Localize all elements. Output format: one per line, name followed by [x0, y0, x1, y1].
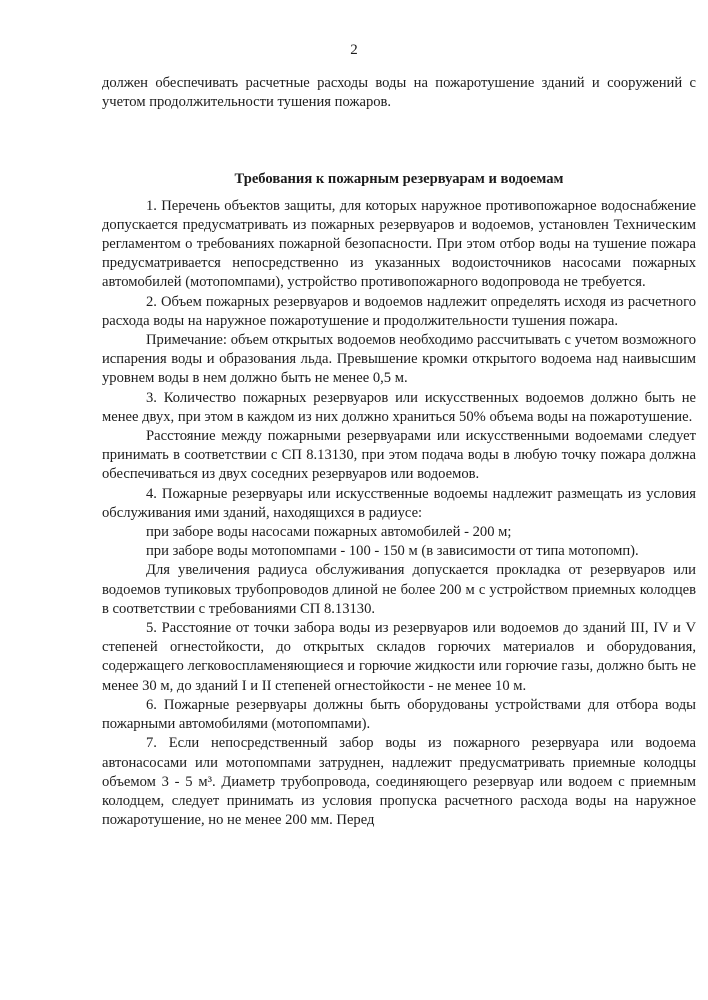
paragraph-1: 1. Перечень объектов защиты, для которых наружное противопожарное водоснабжение допускается предусматривать из пожарных резервуаров и водоемов, установлен Техническим регламентом о требованиях пожарной безопасности. При этом отбор воды на тушение пожара предусматривается непосредственно из указанных водоисточников насосами пожарных автомобилей (мотопомпами), устройство противопожарного водопровода не требуется.: [102, 197, 696, 291]
section-heading: Требования к пожарным резервуарам и водоемам: [234, 171, 564, 188]
paragraph-7: 7. Если непосредственный забор воды из пожарного резервуара или водоема автонасосами или мотопомпами затруднен, надлежит предусматривать приемные колодцы объемом 3 - 5 м³. Диаметр трубопровода, соединяющего резервуар или водоем с приемным колодцем, следует принимать из условия пропуска расчетного расхода воды на наружное пожаротушение, но не менее 200 мм. Перед: [102, 735, 696, 829]
paragraph-4: 4. Пожарные резервуары или искусственные водоемы надлежит размещать из условия обслуживания ими зданий, находящихся в радиусе:: [102, 485, 696, 521]
document-body: [102, 74, 696, 830]
paragraph-4-radius: Для увеличения радиуса обслуживания допускается прокладка от резервуаров или водоемов тупиковых трубопроводов длиной не более 200 м с устройством приемных колодцев в соответствии с требованиями СП 8.13130.: [102, 562, 696, 617]
paragraph-2: 2. Объем пожарных резервуаров и водоемов надлежит определять исходя из расчетного расхода воды на наружное пожаротушение и продолжительности тушения пожара.: [102, 293, 696, 329]
intro-paragraph: должен обеспечивать расчетные расходы воды на пожаротушение зданий и сооружений с учетом продолжительности тушения пожаров.: [102, 75, 696, 111]
paragraph-6: 6. Пожарные резервуары должны быть оборудованы устройствами для отбора воды пожарными автомобилями (мотопомпами).: [102, 696, 696, 733]
note-paragraph: Примечание: объем открытых водоемов необходимо рассчитывать с учетом возможного испарения воды и образования льда. Превышение кромки открытого водоема над наивысшим уровнем воды в нем должно быть не менее 0,5 м.: [102, 332, 696, 387]
paragraph-3: 3. Количество пожарных резервуаров или искусственных водоемов должно быть не менее двух, при этом в каждом из них должно храниться 50% объема воды на пожаротушение.: [102, 389, 696, 425]
paragraph-4-item-1: при заборе воды насосами пожарных автомобилей - 200 м;: [146, 524, 512, 541]
paragraph-3-distance: Расстояние между пожарными резервуарами или искусственными водоемами следует принимать в соответствии с СП 8.13130, при этом подача воды в любую точку пожара должна обеспечиваться из двух соседних резервуаров или водоемов.: [102, 428, 696, 483]
paragraph-5: 5. Расстояние от точки забора воды из резервуаров или водоемов до зданий III, IV и V степеней огнестойкости, до открытых складов горючих материалов и оборудования, содержащего легковоспламеняющиеся и горючие жидкости или горючие газы, должно быть не менее 30 м, до зданий I и II степеней огнестойкости - не менее 10 м.: [102, 620, 696, 694]
paragraph-4-item-2: при заборе воды мотопомпами - 100 - 150 м (в зависимости от типа мотопомп).: [146, 543, 639, 560]
page-number: 2: [350, 42, 358, 58]
